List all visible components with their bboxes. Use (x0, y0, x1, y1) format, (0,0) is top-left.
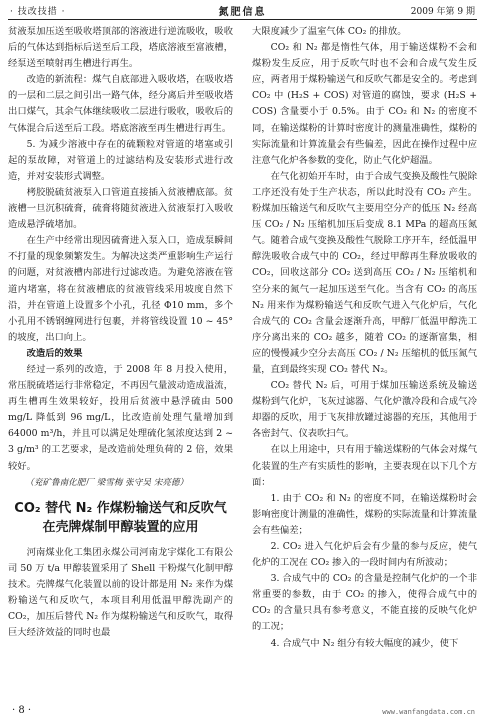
paragraph: 栲胶脱硫贫液泵入口管道直接插入贫液槽底部。贫液槽一旦沉积硫膏，硫膏将随贫液进入贫液泵打入吸收造成悬浮硫堵加。 (8, 186, 233, 231)
paragraph: CO₂ 替代 N₂ 后，可用于煤加压输送系统及输送煤粉到气化炉，飞灰过滤器、气化炉激冷段和合成气冷却器的反吹，用于飞灰排放罐过滤器的充压，其他用于各密封气、仪表吹扫气。 (252, 380, 477, 440)
paragraph: CO₂ 和 N₂ 都是惰性气体，用于输送煤粉不会和煤粉发生反应，用于反吹气时也不会和合成气发生反应，两者用于煤粉输送气和反吹气都是安全的。考虑到 CO₂ 中 (H₂S + COS) 对管道的腐蚀，要求 (H₂S + COS) 含量要小于 0.5%。由于 CO₂ 和 N₂ 的密度不同，在输送煤粉的计算时密度计的测量准确性，煤粉的实际流量和计算流量会有些偏差，因此在操作过程中应注意气化炉各参数的变化，防止气化炉超温。 (252, 42, 477, 166)
list-item: 4. 合成气中 N₂ 组分有较大幅度的减少，使下 (270, 637, 459, 649)
article-title (8, 499, 233, 537)
section-label: · 技改技措 · (10, 7, 66, 17)
author-signature: （兖矿鲁南化肥厂 梁雪梅 张守吴 宋亮德） (25, 477, 189, 488)
header-rule (8, 19, 477, 20)
paragraph: 5. 为减少溶液中存在的硫颗粒对管道的堵塞或引起的泵故障，对管道上的过滤结构及安装形式进行改造，并对安装形式调整。 (8, 138, 233, 182)
paragraph: 在生产中经常出现因硫膏进入泵入口，造成泵瞬间不打量的现象频繁发生。为解决这类严重影响生产运行的问题，对贫液槽内部进行过滤改造。为避免溶液在管道内堵塞，将在贫液槽底的贫液管线采用坡度自然下沿，并在管道上设置多个小孔，孔径 Φ10 mm，多个小孔用不锈钢缠网进行包裹，并将管线设置 10 ~ 45° 的坡度，出口向上。 (8, 235, 233, 343)
paragraph: 河南煤业化工集团永煤公司河南龙宇煤化工有限公司 50 万 t/a 甲醇装置采用了 Shell 干粉煤气化制甲醇技术。壳牌煤气化装置以前的设计都是用 N₂ 来作为煤粉输送气和反吹气，本项目利用低温甲醇洗副产的 CO₂，加压后替代 N₂ 作为煤粉输送气和反吹气，取得巨大经济效益的同时也最 (8, 546, 233, 639)
article-title-line-2: 在壳牌煤制甲醇装置的应用 (42, 519, 199, 535)
list-item: 2. CO₂ 进入气化炉后会有少量的参与反应，使气化炉的工况在 CO₂ 掺入的一段时间内有所波动； (252, 541, 477, 569)
page-header (0, 0, 485, 20)
paragraph: 贫液泵加压送至吸收塔顶部的溶液进行逆流吸收，吸收后的气体达到指标后送至后工段，塔底溶液至富液槽，经泵送至喷射再生槽进行再生。 (8, 26, 233, 70)
paragraph: 经过一系列的改造，于 2008 年 8 月投入使用，常压脱硫塔运行非常稳定，不再因气量波动造成溢流，再生槽再生效果较好，投用后贫液中悬浮硫由 500 mg/L 降低到 96 mg/L，比改造前处理气量增加到 64000 m³/h，并且可以满足处理硫化氢浓度达到 2 ~ 3 g/m³ 的工艺要求，是改造前处理负荷的 2 倍，效果较好。 (8, 363, 233, 472)
article-title-line-1: CO₂ 替代 N₂ 作煤粉输送气和反吹气 (14, 500, 227, 516)
paragraph: 在以上用途中，只有用于输送煤粉的气体会对煤气化装置的生产有实质性的影响，主要表现在以下几个方面： (252, 444, 477, 488)
journal-name: 氮肥信息 (218, 7, 267, 18)
right-column (252, 24, 477, 714)
paragraph: 大限度减少了温室气体 CO₂ 的排放。 (252, 26, 407, 37)
paragraph: 改造的新流程：煤气自底部进入吸收塔，在吸收塔的一层和二层之间引出一路气体，经分离后并至吸收塔出口煤气，其余气体继续吸收二层进行吸收，吸收后的气体混合后送至后工段。塔底溶液至再生槽进行再生。 (8, 74, 233, 134)
section-heading: 改造后的效果 (26, 347, 83, 359)
left-column (8, 24, 233, 704)
paragraph: 在气化初始开车时，由于合成气变换及酸性气脱除工序还没有处于生产状态，所以此时没有 CO₂ 产生。粉煤加压输送气和反吹气主要用空分产的低压 N₂ 经高压 CO₂ / N₂ 压缩机加压后变成 8.1 MPa 的超高压氮气。随着合成气变换及酸性气脱除工序开车，经低温甲醇洗吸收合成气中的 CO₂，经过甲醇再生释放吸收的 CO₂，回收这部分 CO₂ 送到高压 CO₂ / N₂ 压缩机和空分来的氮气一起加压送至气化。当含有 CO₂ 的高压 N₂ 用来作为煤粉输送气和反吹气进入气化炉后，气化合成气的 CO₂ 含量会逐渐升高，甲醇厂低温甲醇洗工序分离出来的 CO₂ 越多，随着 CO₂ 的逐渐富集，相应的慢慢减少空分去高压 CO₂ / N₂ 压缩机的低压氮气量，直到最终实现 CO₂ 替代 N₂。 (252, 170, 477, 375)
list-item: 3. 合成气中的 CO₂ 的含量是控制气化炉的一个非常重要的参数，由于 CO₂ 的掺入，使得合成气中的 CO₂ 的含量只具有参考意义，不能直接的反映气化炉的工况； (252, 573, 477, 633)
list-item: 1. 由于 CO₂ 和 N₂ 的密度不同，在输送煤粉时会影响密度计测量的准确性，煤粉的实际流量和计算流量会有些偏差； (252, 492, 477, 536)
watermark: www.wanfangdata.com.cn (382, 708, 475, 716)
issue-label: 2009 年第 9 期 (410, 7, 475, 17)
page-number: · 8 · (12, 705, 32, 716)
